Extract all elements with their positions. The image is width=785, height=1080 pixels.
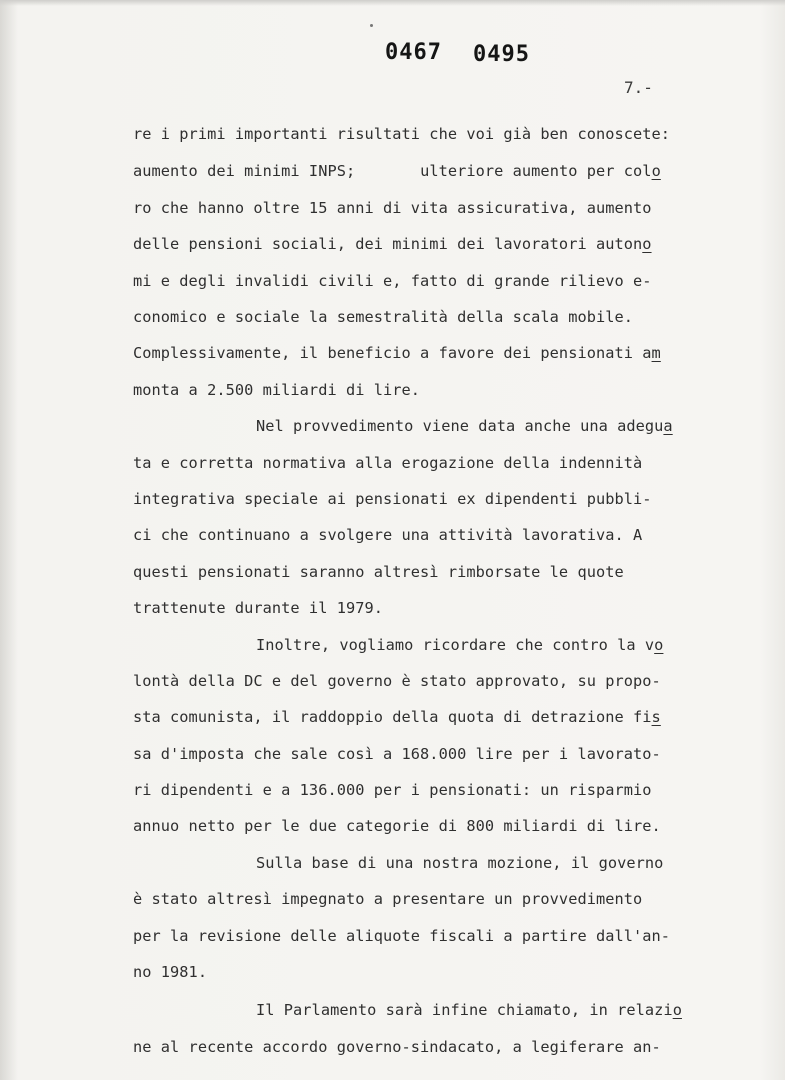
text-line: sta comunista, il raddoppio della quota di detrazione fis [133,708,661,726]
text-line: mi e degli invalidi civili e, fatto di grande rilievo e- [133,272,652,290]
text-line: questi pensionati saranno altresì rimborsate le quote [133,563,624,581]
paper-top-edge [0,0,785,6]
text-line: conomico e sociale la semestralità della scala mobile. [133,308,634,326]
text-line: ne al recente accordo governo-sindacato, a legiferare an- [133,1038,661,1056]
text-line: no 1981. [133,963,208,981]
text-line: Il Parlamento sarà infine chiamato, in relazio [256,1001,682,1019]
page-number: 7.- [624,78,653,97]
text-line: sa d'imposta che sale così a 168.000 lire per i lavorato- [133,745,661,763]
text-line: per la revisione delle aliquote fiscali a partire dall'an- [133,927,671,945]
text-line: lontà della DC e del governo è stato approvato, su propo- [133,672,661,690]
text-line: delle pensioni sociali, dei minimi dei lavoratori autono [133,235,652,253]
archive-stamp-number-1: 0467 [385,40,442,65]
text-line: ro che hanno oltre 15 anni di vita assicurativa, aumento [133,199,652,217]
text-line: Sulla base di una nostra mozione, il governo [256,854,664,872]
text-line: aumento dei minimi INPS; ulteriore aumento per colo [133,162,661,180]
archive-stamp-number-2: 0495 [473,42,530,67]
text-line: Complessivamente, il beneficio a favore dei pensionati am [133,344,661,362]
text-line: Inoltre, vogliamo ricordare che contro la vo [256,636,664,654]
text-line: trattenute durante il 1979. [133,599,384,617]
text-line: annuo netto per le due categorie di 800 miliardi di lire. [133,817,661,835]
text-line: ci che continuano a svolgere una attività lavorativa. A [133,526,643,544]
text-line: monta a 2.500 miliardi di lire. [133,381,421,399]
text-line: integrativa speciale ai pensionati ex dipendenti pubbli- [133,490,652,508]
text-line: Nel provvedimento viene data anche una adegua [256,417,673,435]
text-line: ri dipendenti e a 136.000 per i pensionati: un risparmio [133,781,652,799]
text-line: è stato altresì impegnato a presentare un provvedimento [133,890,643,908]
text-line: ta e corretta normativa alla erogazione della indennità [133,454,643,472]
ink-speck [370,24,373,27]
text-line: re i primi importanti risultati che voi già ben conoscete: [133,125,671,143]
